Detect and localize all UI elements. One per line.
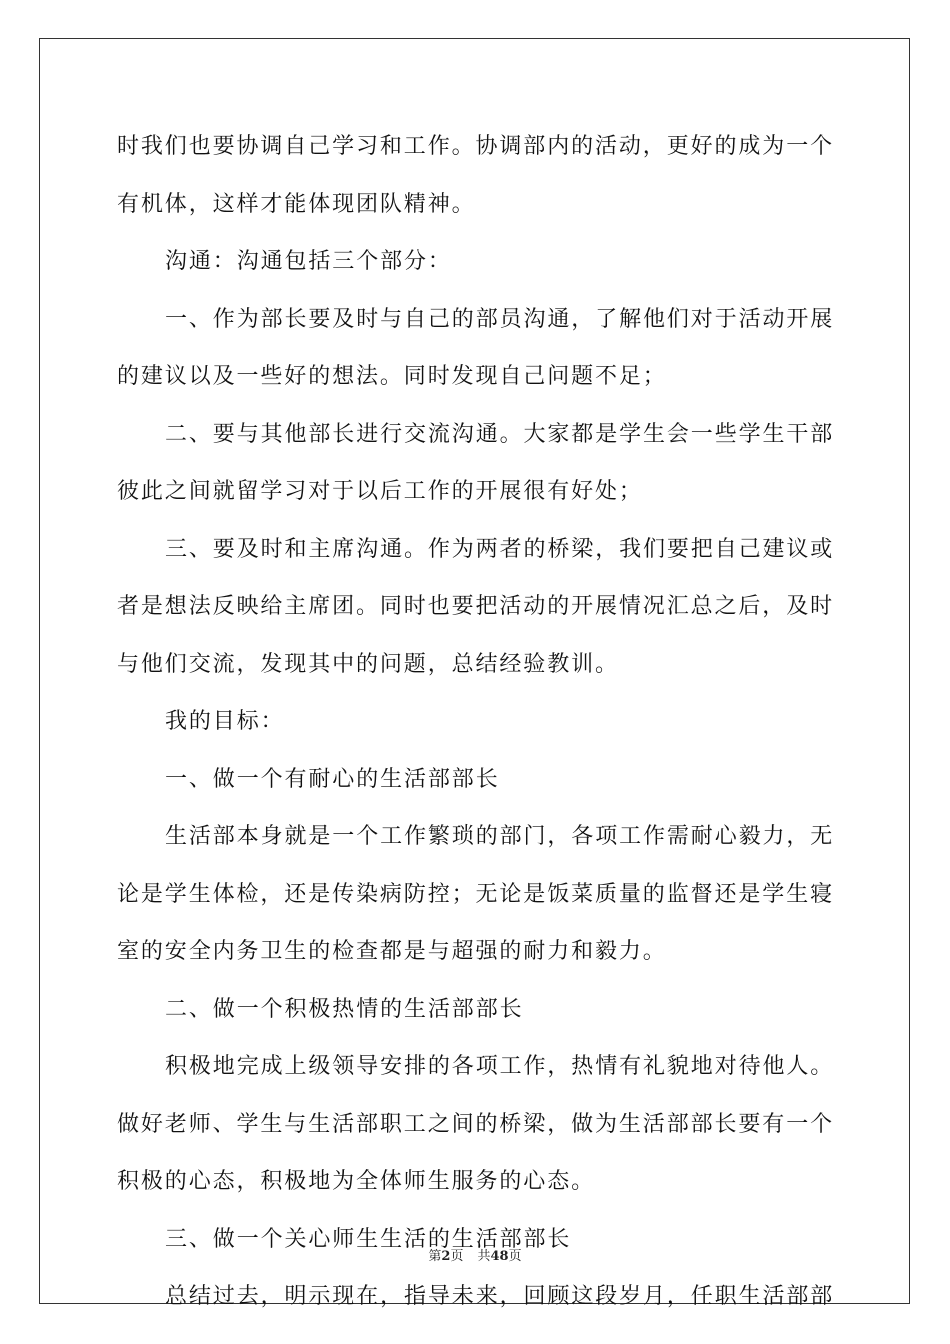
footer-total-suffix: 页 bbox=[508, 1249, 522, 1264]
text-line: 做好老师、学生与生活部职工之间的桥梁，做为生活部部长要有一个 bbox=[117, 1111, 835, 1137]
text-line: 论是学生体检，还是传染病防控；无论是饭菜质量的监督还是学生寝 bbox=[117, 881, 835, 907]
text-line: 积极的心态，积极地为全体师生服务的心态。 bbox=[117, 1169, 596, 1194]
text-line: 沟通：沟通包括三个部分： bbox=[165, 249, 452, 274]
text-line: 彼此之间就留学习对于以后工作的开展很有好处； bbox=[117, 479, 643, 504]
text-line: 者是想法反映给主席团。同时也要把活动的开展情况汇总之后，及时 bbox=[117, 594, 835, 619]
text-line: 有机体，这样才能体现团队精神。 bbox=[117, 191, 476, 217]
footer-page-suffix: 页 bbox=[450, 1249, 464, 1264]
text-line: 一、作为部长要及时与自己的部员沟通，了解他们对于活动开展 bbox=[165, 306, 835, 332]
text-line: 室的安全内务卫生的检查都是与超强的耐力和毅力。 bbox=[117, 939, 667, 964]
footer-total-prefix: 共 bbox=[477, 1249, 491, 1264]
text-line: 二、做一个积极热情的生活部部长 bbox=[165, 996, 524, 1022]
text-line: 生活部本身就是一个工作繁琐的部门，各项工作需耐心毅力，无 bbox=[165, 824, 835, 849]
text-line: 二、要与其他部长进行交流沟通。大家都是学生会一些学生干部 bbox=[165, 421, 835, 447]
footer-total-number: 48 bbox=[490, 1249, 509, 1264]
text-line: 一、做一个有耐心的生活部部长 bbox=[165, 766, 500, 792]
footer-page-prefix: 第 bbox=[428, 1249, 442, 1264]
page-footer bbox=[0, 1245, 950, 1264]
document-body bbox=[117, 128, 833, 1336]
text-line: 与他们交流，发现其中的问题，总结经验教训。 bbox=[117, 651, 619, 677]
text-line: 我的目标： bbox=[165, 709, 285, 734]
text-line: 三、做一个关心师生生活的生活部部长 bbox=[165, 1226, 572, 1252]
text-line: 三、要及时和主席沟通。作为两者的桥梁，我们要把自己建议或 bbox=[165, 536, 835, 562]
text-line: 总结过去，明示现在，指导未来，回顾这段岁月，任职生活部部 bbox=[165, 1284, 835, 1309]
text-line: 积极地完成上级领导安排的各项工作，热情有礼貌地对待他人。 bbox=[165, 1054, 835, 1079]
text-line: 的建议以及一些好的想法。同时发现自己问题不足； bbox=[117, 364, 667, 389]
footer-page-number: 2 bbox=[441, 1249, 451, 1264]
text-line: 时我们也要协调自己学习和工作。协调部内的活动，更好的成为一个 bbox=[117, 134, 835, 159]
